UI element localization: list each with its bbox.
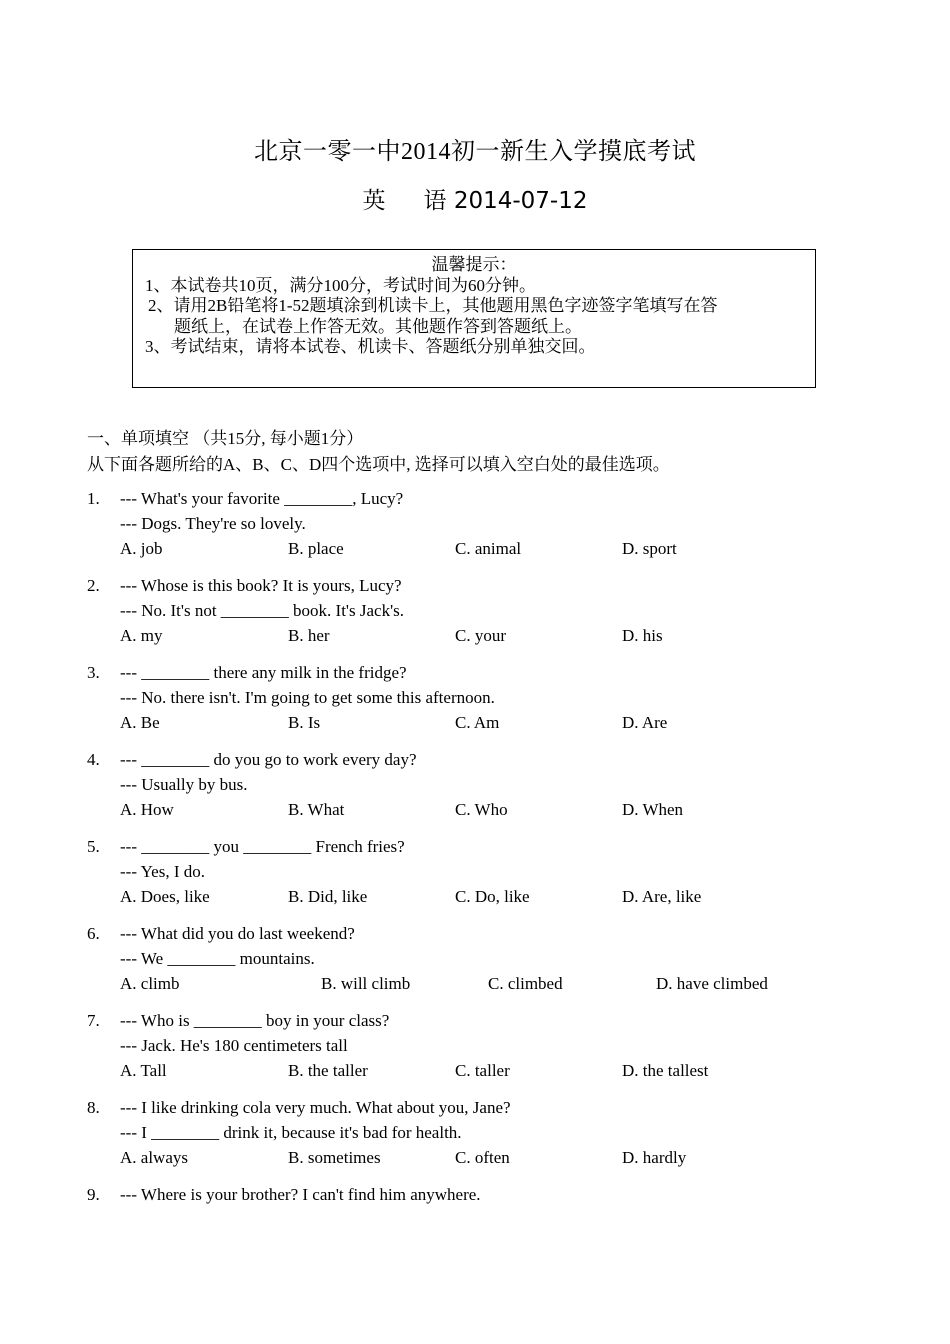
option-c[interactable]: C. your bbox=[455, 626, 506, 645]
subject-line bbox=[0, 182, 950, 215]
question-reply: --- Yes, I do. bbox=[120, 862, 205, 881]
exam-title: 北京一零一中2014初一新生入学摸底考试 bbox=[254, 139, 696, 165]
option-c[interactable]: C. Am bbox=[455, 713, 500, 732]
section-instruction: 从下面各题所给的A、B、C、D四个选项中, 选择可以填入空白处的最佳选项。 bbox=[87, 455, 670, 474]
subject-name-first: 英 bbox=[362, 188, 386, 214]
question-prompt: --- What did you do last weekend? bbox=[120, 924, 355, 943]
options-row bbox=[120, 884, 702, 909]
option-a[interactable]: A. job bbox=[120, 539, 163, 558]
question-prompt: --- Who is ________ boy in your class? bbox=[120, 1011, 390, 1030]
question-number: 7. bbox=[87, 1011, 100, 1030]
option-d[interactable]: D. Are, like bbox=[622, 887, 702, 906]
question-prompt: --- What's your favorite ________, Lucy? bbox=[120, 489, 404, 508]
subject-name-second: 语 bbox=[423, 188, 447, 214]
question-prompt: --- ________ there any milk in the fridge? bbox=[120, 663, 407, 682]
options-row bbox=[120, 623, 663, 648]
option-a[interactable]: A. Does, like bbox=[120, 887, 210, 906]
question-reply: --- Usually by bus. bbox=[120, 775, 248, 794]
question-prompt: --- I like drinking cola very much. What about you, Jane? bbox=[120, 1098, 511, 1117]
notice-line-2: 2、请用2B铅笔将1-52题填涂到机读卡上，其他题用黑色字迹签字笔填写在答 bbox=[148, 296, 718, 315]
notice-box bbox=[132, 249, 816, 388]
option-c[interactable]: C. taller bbox=[455, 1061, 510, 1080]
notice-line-3: 3、考试结束，请将本试卷、机读卡、答题纸分别单独交回。 bbox=[145, 337, 596, 356]
option-d[interactable]: D. the tallest bbox=[622, 1061, 709, 1080]
option-b[interactable]: B. Is bbox=[288, 713, 321, 732]
question-number: 8. bbox=[87, 1098, 100, 1117]
options-row bbox=[120, 1058, 709, 1083]
question-number: 1. bbox=[87, 489, 100, 508]
option-b[interactable]: B. will climb bbox=[321, 974, 411, 993]
option-d[interactable]: D. Are bbox=[622, 713, 668, 732]
question-number: 2. bbox=[87, 576, 100, 595]
options-row bbox=[120, 536, 677, 561]
option-b[interactable]: B. sometimes bbox=[288, 1148, 381, 1167]
option-d[interactable]: D. sport bbox=[622, 539, 677, 558]
options-row bbox=[120, 971, 768, 996]
question-prompt: --- ________ do you go to work every day? bbox=[120, 750, 417, 769]
option-b[interactable]: B. Did, like bbox=[288, 887, 368, 906]
option-b[interactable]: B. her bbox=[288, 626, 330, 645]
question-number: 6. bbox=[87, 924, 100, 943]
option-a[interactable]: A. Be bbox=[120, 713, 160, 732]
option-a[interactable]: A. How bbox=[120, 800, 174, 819]
option-a[interactable]: A. always bbox=[120, 1148, 188, 1167]
question-reply: --- No. there isn't. I'm going to get some this afternoon. bbox=[120, 688, 495, 707]
option-c[interactable]: C. climbed bbox=[488, 974, 563, 993]
option-c[interactable]: C. animal bbox=[455, 539, 522, 558]
options-row bbox=[120, 710, 668, 735]
option-d[interactable]: D. hardly bbox=[622, 1148, 687, 1167]
question-number: 3. bbox=[87, 663, 100, 682]
notice-heading: 温馨提示： bbox=[431, 255, 517, 274]
option-b[interactable]: B. What bbox=[288, 800, 345, 819]
notice-line-2-cont: 题纸上，在试卷上作答无效。其他题作答到答题纸上。 bbox=[174, 316, 582, 336]
question-number: 9. bbox=[87, 1185, 100, 1204]
question-prompt: --- Where is your brother? I can't find him anywhere. bbox=[120, 1185, 481, 1204]
option-c[interactable]: C. Who bbox=[455, 800, 508, 819]
option-d[interactable]: D. have climbed bbox=[656, 974, 768, 993]
question-number: 5. bbox=[87, 837, 100, 856]
question-reply: --- I ________ drink it, because it's bad for health. bbox=[120, 1123, 462, 1142]
question-prompt: --- Whose is this book? It is yours, Lucy? bbox=[120, 576, 402, 595]
option-a[interactable]: A. climb bbox=[120, 974, 180, 993]
question-reply: --- Dogs. They're so lovely. bbox=[120, 514, 306, 533]
question-reply: --- No. It's not ________ book. It's Jack's. bbox=[120, 601, 404, 620]
option-d[interactable]: D. his bbox=[622, 626, 663, 645]
option-b[interactable]: B. the taller bbox=[288, 1061, 368, 1080]
option-d[interactable]: D. When bbox=[622, 800, 684, 819]
question-reply: --- Jack. He's 180 centimeters tall bbox=[120, 1036, 348, 1055]
options-row bbox=[120, 797, 684, 822]
option-a[interactable]: A. my bbox=[120, 626, 163, 645]
notice-line-1: 1、本试卷共10页，满分100分，考试时间为60分钟。 bbox=[145, 275, 536, 295]
option-b[interactable]: B. place bbox=[288, 539, 344, 558]
exam-date: 2014-07-12 bbox=[453, 188, 588, 214]
section-heading: 一、单项填空 （共15分, 每小题1分） bbox=[87, 429, 364, 448]
question-reply: --- We ________ mountains. bbox=[120, 949, 315, 968]
option-c[interactable]: C. often bbox=[455, 1148, 510, 1167]
option-c[interactable]: C. Do, like bbox=[455, 887, 530, 906]
option-a[interactable]: A. Tall bbox=[120, 1061, 167, 1080]
question-number: 4. bbox=[87, 750, 100, 769]
question-prompt: --- ________ you ________ French fries? bbox=[120, 837, 405, 856]
options-row bbox=[120, 1145, 687, 1170]
